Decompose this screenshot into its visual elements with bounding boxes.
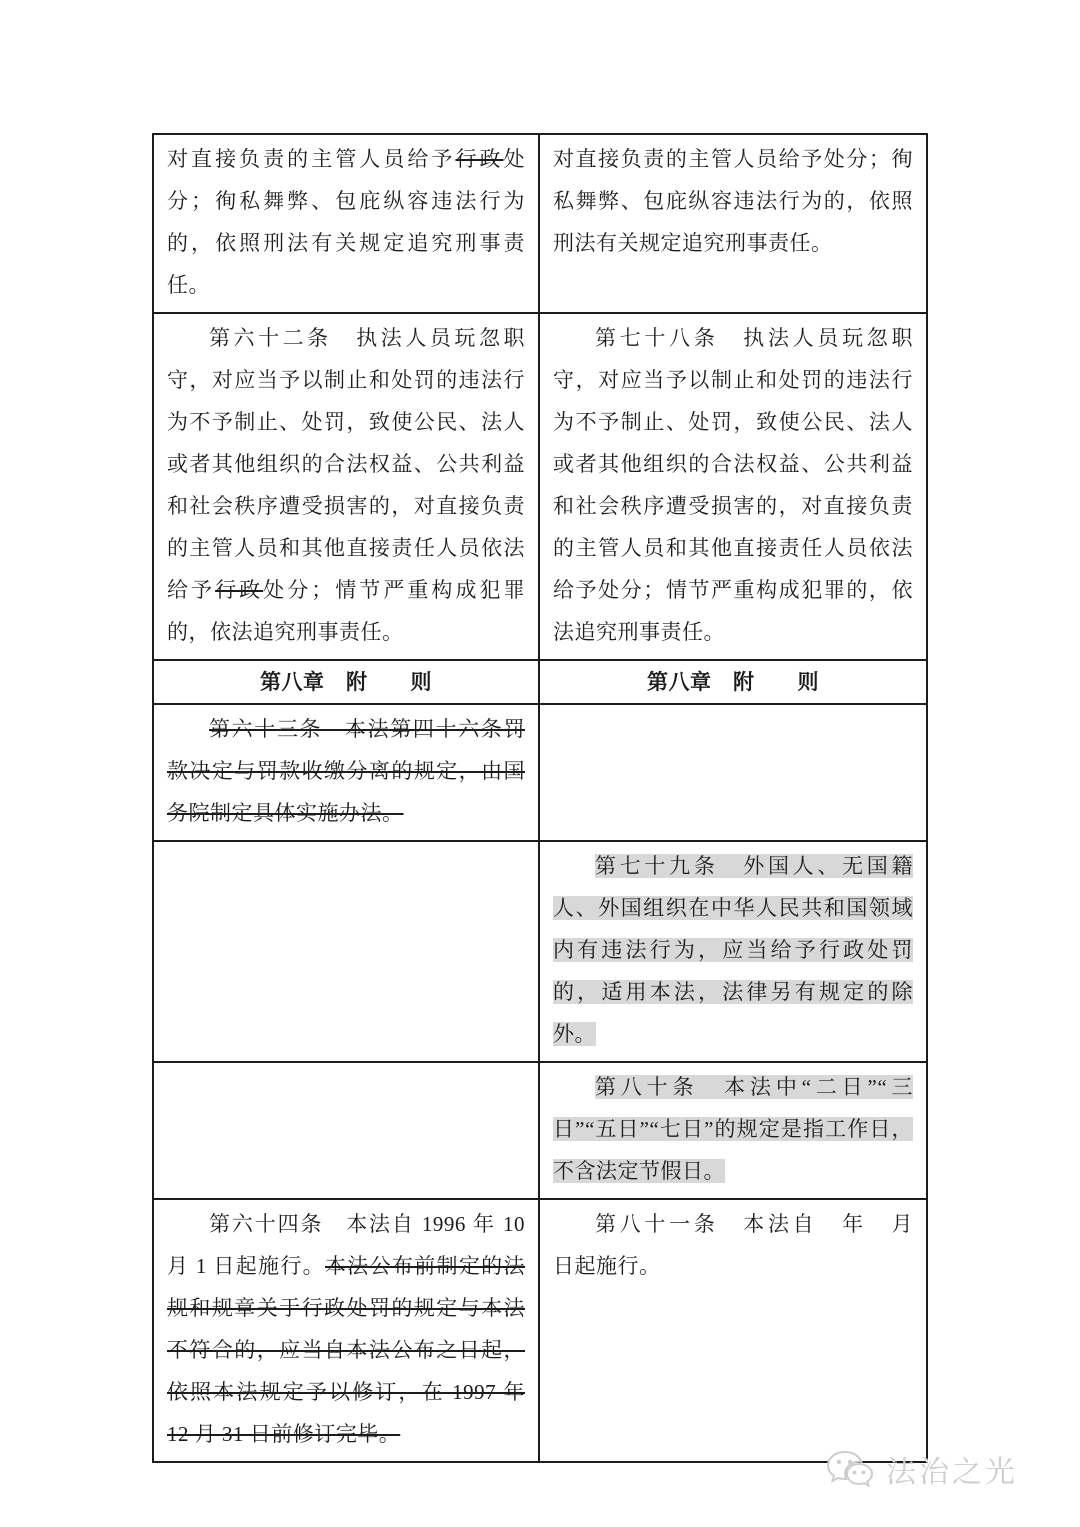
text-segment: 对直接负责的主管人员给予处分；徇私舞弊、包庇纵容违法行为的，依照刑法有关规定追究刑事责任。 <box>553 147 913 255</box>
table-cell-left <box>154 842 540 1061</box>
watermark <box>824 1447 1018 1491</box>
table-cell-left <box>154 1200 540 1461</box>
table-row <box>154 1063 926 1200</box>
watermark-text: 法治之光 <box>886 1456 1018 1489</box>
paragraph <box>167 317 525 653</box>
table-row <box>154 842 926 1063</box>
paragraph <box>553 1203 935 1287</box>
table-cell-left <box>154 135 540 312</box>
paragraph <box>553 138 913 264</box>
deleted-text: 第六十三条 本法第四十六条罚款决定与罚款收缴分离的规定，由国务院制定具体实施办法。 <box>167 717 525 825</box>
table-cell-left <box>154 661 540 703</box>
deleted-text: 本法公布前制定的法规和规章关于行政处罚的规定与本法不符合的，应当自本法公布之日起，依照本法规定予以修订，在 1997 年 12 月 31 日前修订完毕。 <box>167 1254 525 1446</box>
paragraph <box>553 317 913 653</box>
comparison-table <box>152 133 935 1463</box>
deleted-text: 行政 <box>455 147 504 171</box>
paragraph <box>553 663 913 701</box>
table-row <box>154 1200 935 1461</box>
table-cell-right <box>540 314 926 659</box>
table-cell-right <box>540 661 926 703</box>
text-segment: 第七十八条 执法人员玩忽职守，对应当予以制止和处罚的违法行为不予制止、处罚，致使公民、法人或者其他组织的合法权益、公共利益和社会秩序遭受损害的，对直接负责的主管人员和其他直接责任人员依法给予处分；情节严重构成犯罪的，依法追究刑事责任。 <box>553 326 913 644</box>
paragraph <box>167 1203 525 1455</box>
table-cell-right <box>540 1063 926 1198</box>
table-cell-right <box>540 842 926 1061</box>
text-segment: 处分；情节严重构成犯罪的，依法追究刑事责任。 <box>167 578 526 644</box>
paragraph <box>167 138 525 306</box>
text-segment: 第八章 附 则 <box>647 670 819 694</box>
added-text: 第七十九条 外国人、无国籍人、外国组织在中华人民共和国领域内有违法行为，应当给予行政处罚的，适用本法，法律另有规定的除外。 <box>553 854 913 1046</box>
text-segment: 第八十一条 本法自 年 月 日起施行。 <box>553 1212 935 1278</box>
paragraph <box>553 1066 913 1192</box>
table-cell-left <box>154 705 540 840</box>
deleted-text: 行政 <box>215 578 264 602</box>
table-cell-left <box>154 1063 540 1198</box>
paragraph <box>167 708 525 834</box>
paragraph <box>167 663 525 701</box>
added-text: 第八十条 本法中“二日”“三日”“五日”“七日”的规定是指工作日，不含法定节假日。 <box>553 1075 913 1183</box>
chapter-row <box>154 661 926 705</box>
paragraph <box>553 845 913 1055</box>
table-cell-right <box>540 705 926 840</box>
table-cell-right <box>540 1200 935 1461</box>
table-row <box>154 705 926 842</box>
text-segment: 第八章 附 则 <box>260 670 432 694</box>
text-segment: 第六十四条 本法自 1996 年 10 月 1 日起施行。 <box>167 1212 525 1278</box>
table-row <box>154 314 926 661</box>
table-cell-right <box>540 135 926 312</box>
text-segment: 处分；徇私舞弊、包庇纵容违法行为的，依照刑法有关规定追究刑事责任。 <box>167 147 526 297</box>
wechat-logo-icon <box>824 1449 876 1489</box>
text-segment: 对直接负责的主管人员给予 <box>167 147 456 171</box>
table-row <box>154 135 926 314</box>
table-cell-left <box>154 314 540 659</box>
text-segment: 第六十二条 执法人员玩忽职守，对应当予以制止和处罚的违法行为不予制止、处罚，致使公民、法人或者其他组织的合法权益、公共利益和社会秩序遭受损害的，对直接负责的主管人员和其他直接责任人员依法给予 <box>167 326 525 602</box>
